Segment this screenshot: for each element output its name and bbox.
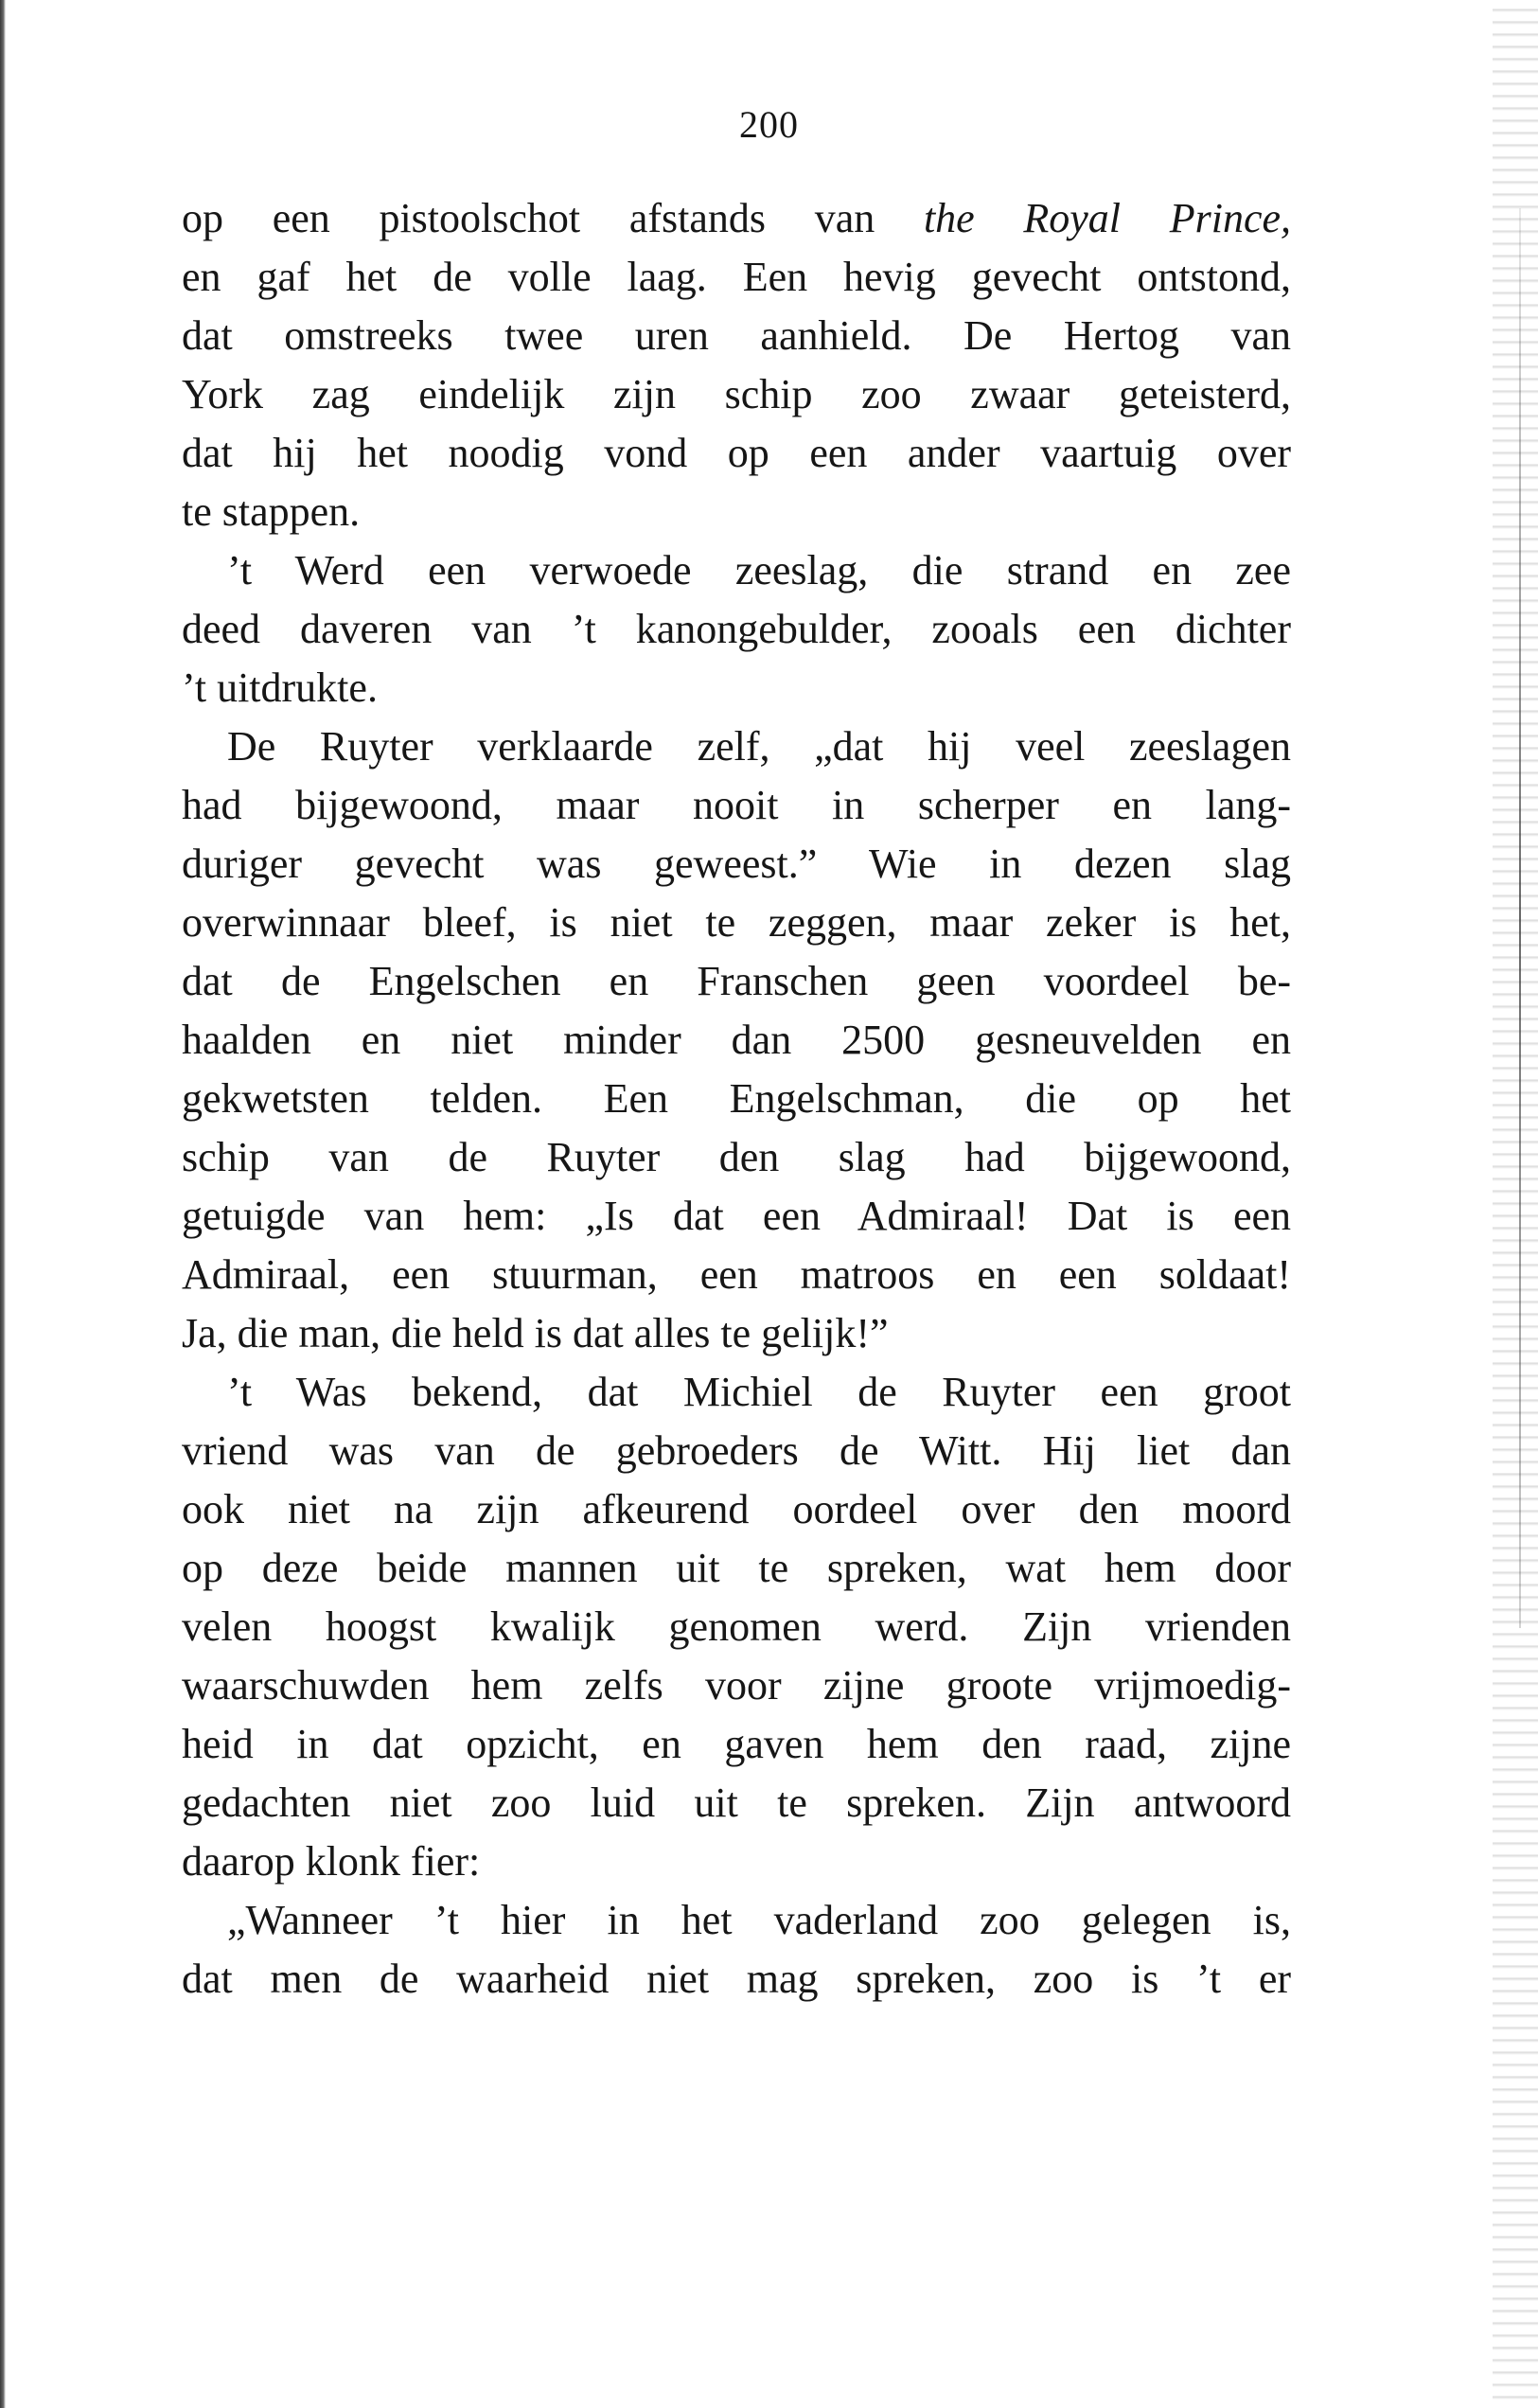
text-line: vriend was van de gebroeders de Witt. Hij liet dan (182, 1427, 1291, 1474)
text-line: getuigde van hem: „Is dat een Admiraal! Dat is een (182, 1193, 1291, 1239)
text-line: op deze beide mannen uit te spreken, wat hem door (182, 1545, 1291, 1591)
text-line: dat hij het noodig vond op een ander vaartuig over (182, 430, 1291, 476)
text-line: Admiraal, een stuurman, een matroos en een soldaat! (182, 1251, 1291, 1298)
body-text (182, 189, 1291, 2009)
text-line: York zag eindelijk zijn schip zoo zwaar geteisterd, (182, 371, 1291, 417)
text-line (182, 189, 1291, 248)
text-line: velen hoogst kwalijk genomen werd. Zijn vrienden (182, 1603, 1291, 1650)
text-line: en gaf het de volle laag. Een hevig gevecht ontstond, (182, 254, 1291, 300)
text-line: „Wanneer ’t hier in het vaderland zoo gelegen is, (227, 1897, 1291, 1943)
text-line: De Ruyter verklaarde zelf, „dat hij veel zeeslagen (227, 723, 1291, 770)
text-line: waarschuwden hem zelfs voor zijne groote vrijmoedig- (182, 1662, 1291, 1709)
ship-name: the Royal Prince, (923, 195, 1291, 241)
text-line: dat men de waarheid niet mag spreken, zoo is ’t er (182, 1956, 1291, 2002)
text-line: deed daveren van ’t kanongebulder, zooals een dichter (182, 606, 1291, 652)
text-line: haalden en niet minder dan 2500 gesneuvelden en (182, 1017, 1291, 1063)
text-line: ’t uitdrukte. (182, 664, 378, 711)
page-number: 200 (739, 103, 799, 146)
text-line-roman: op een pistoolschot afstands van (182, 195, 924, 241)
text-line: ’t Was bekend, dat Michiel de Ruyter een groot (227, 1369, 1291, 1415)
text-line: duriger gevecht was geweest.” Wie in dezen slag (182, 841, 1291, 887)
scan-edge-left (0, 0, 6, 2408)
text-line: dat de Engelschen en Franschen geen voordeel be- (182, 958, 1291, 1004)
text-line: had bijgewoond, maar nooit in scherper en lang- (182, 782, 1291, 828)
text-line: gedachten niet zoo luid uit te spreken. Zijn antwoord (182, 1779, 1291, 1826)
scan-edge-right-line (1519, 208, 1521, 1628)
text-line: dat omstreeks twee uren aanhield. De Hertog van (182, 312, 1291, 359)
scan-edge-right (1493, 0, 1538, 2408)
text-line: daarop klonk fier: (182, 1838, 481, 1885)
text-line: gekwetsten telden. Een Engelschman, die op het (182, 1075, 1291, 1122)
text-line: ook niet na zijn afkeurend oordeel over den moord (182, 1486, 1291, 1532)
text-line: overwinnaar bleef, is niet te zeggen, maar zeker is het, (182, 899, 1291, 946)
text-line: schip van de Ruyter den slag had bijgewoond, (182, 1134, 1291, 1180)
text-line: te stappen. (182, 488, 361, 535)
text-line: Ja, die man, die held is dat alles te gelijk!” (182, 1310, 889, 1356)
text-line: heid in dat opzicht, en gaven hem den raad, zijne (182, 1721, 1291, 1767)
text-line: ’t Werd een verwoede zeeslag, die strand en zee (227, 547, 1291, 593)
